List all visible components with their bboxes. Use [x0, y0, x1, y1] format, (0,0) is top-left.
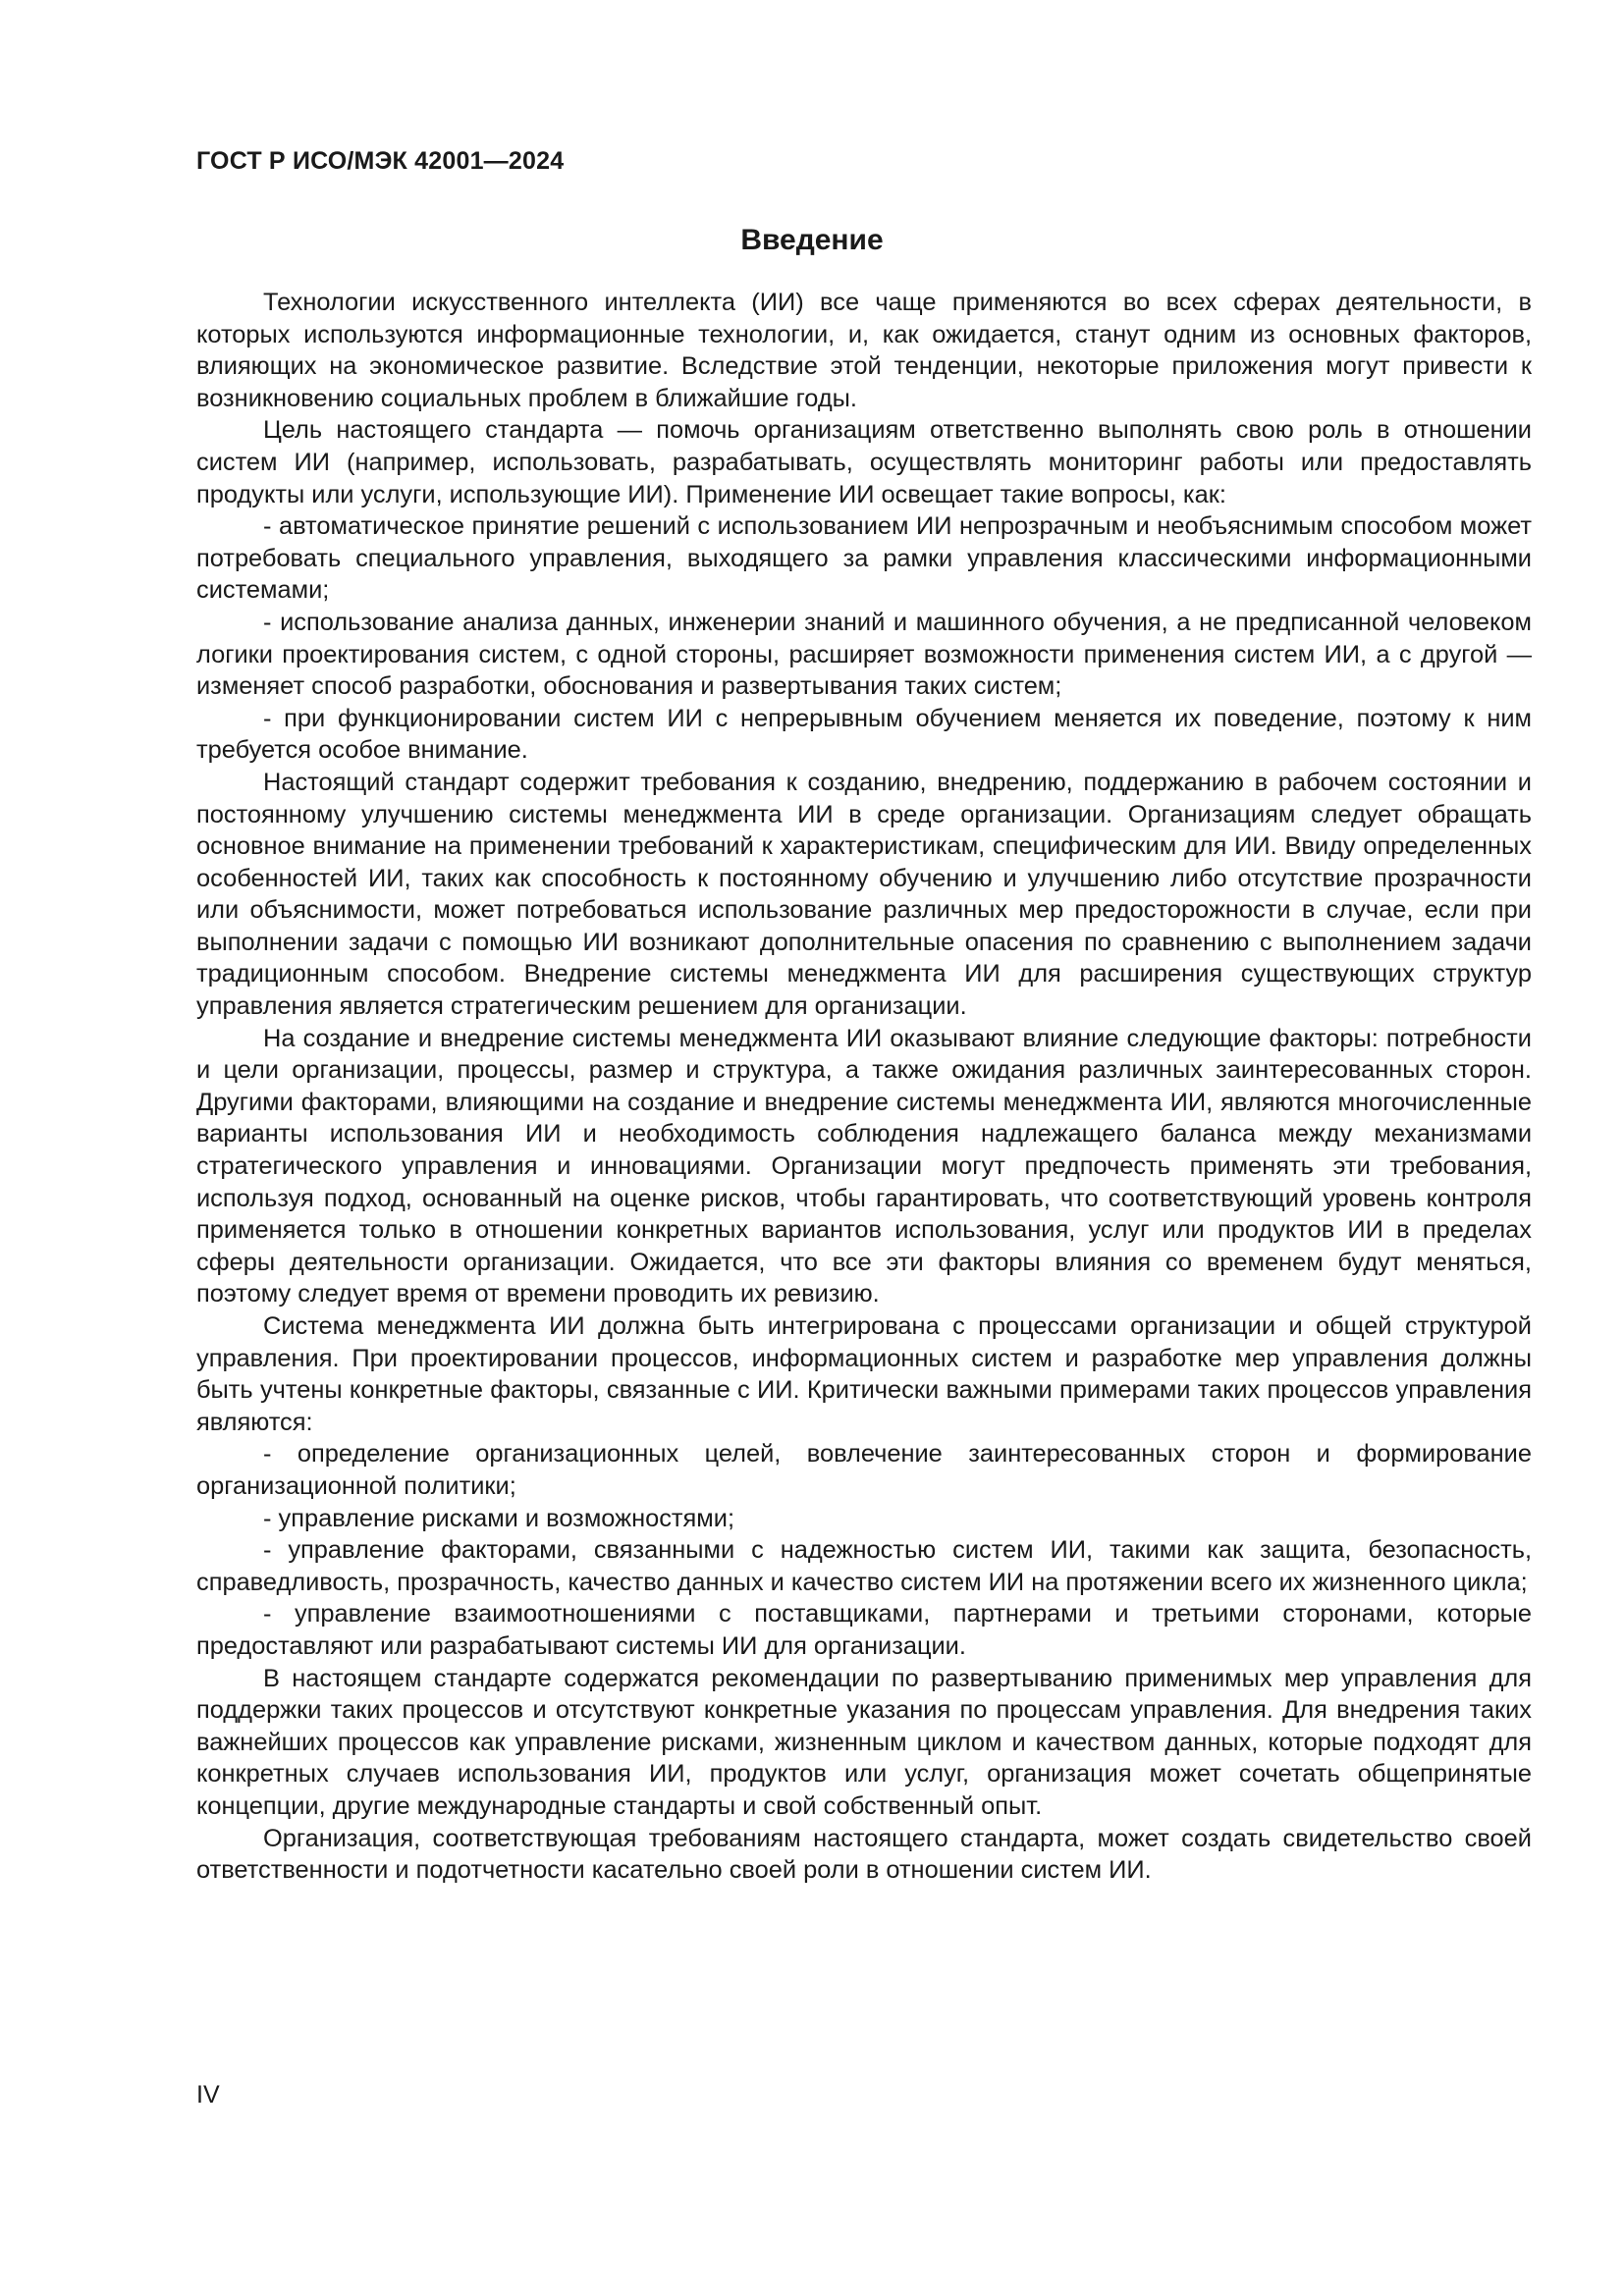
list-item: - управление рисками и возможностями; [263, 1504, 735, 1532]
list-item: - управление взаимоотношениями с поставщиками, партнерами и третьими сторонами, которые предоставляют или разрабатывают системы ИИ для организации. [196, 1600, 1532, 1660]
document-header: ГОСТ Р ИСО/МЭК 42001—2024 [196, 147, 565, 175]
paragraph: Система менеджмента ИИ должна быть интегрирована с процессами организации и общей структурой управления. При проектировании процессов, информационных систем и разработке мер управления должны быть учтены конкретные факторы, связанные с ИИ. Критически важными примерами таких процессов управления являются: [196, 1312, 1532, 1436]
list-item: - управление факторами, связанными с надежностью систем ИИ, такими как защита, безопасность, справедливость, прозрачность, качество данных и качество систем ИИ на протяжении всего их жизненного цикла; [196, 1536, 1532, 1596]
paragraph: На создание и внедрение системы менеджмента ИИ оказывают влияние следующие факторы: потребности и цели организации, процессы, размер и структура, а также ожидания различных заинтересованных сторон. Другими факторами, влияющими на создание и внедрение системы менеджмента ИИ, являются многочисленные варианты использования ИИ и необходимость соблюдения надлежащего баланса между механизмами стратегического управления и инновациями. Организации могут предпочесть применять эти требования, используя подход, основанный на оценке рисков, чтобы гарантировать, что соответствующий уровень контроля применяется только в отношении конкретных вариантов использования, услуг или продуктов ИИ в пределах сферы деятельности организации. Ожидается, что все эти факторы влияния со временем будут меняться, поэтому следует время от времени проводить их ревизию. [196, 1024, 1532, 1308]
list-item: - использование анализа данных, инженерии знаний и машинного обучения, а не предписанной человеком логики проектирования систем, с одной стороны, расширяет возможности применения систем ИИ, а с другой — изменяет способ разработки, обоснования и развертывания таких систем; [196, 608, 1532, 701]
paragraph: В настоящем стандарте содержатся рекомендации по развертыванию применимых мер управления для поддержки таких процессов и отсутствуют конкретные указания по процессам управления. Для внедрения таких важнейших процессов как управление рисками, жизненным циклом и качеством данных, которые подходят для конкретных случаев использования ИИ, продуктов или услуг, организация может сочетать общепринятые концепции, другие международные стандарты и свой собственный опыт. [196, 1664, 1532, 1820]
paragraph: Технологии искусственного интеллекта (ИИ) все чаще применяются во всех сферах деятельности, в которых используются информационные технологии, и, как ожидается, станут одним из основных факторов, влияющих на экономическое развитие. Вследствие этой тенденции, некоторые приложения могут привести к возникновению социальных проблем в ближайшие годы. [196, 289, 1532, 412]
list-item: - при функционировании систем ИИ с непрерывным обучением меняется их поведение, поэтому к ним требуется особое внимание. [196, 704, 1532, 765]
page-number: IV [196, 2081, 220, 2109]
list-item: - автоматическое принятие решений с использованием ИИ непрозрачным и необъяснимым способом может потребовать специального управления, выходящего за рамки управления классическими информационными системами; [196, 512, 1532, 605]
paragraph: Цель настоящего стандарта — помочь организациям ответственно выполнять свою роль в отношении систем ИИ (например, использовать, разрабатывать, осуществлять мониторинг работы или предоставлять продукты или услуги, использующие ИИ). Применение ИИ освещает такие вопросы, как: [196, 416, 1532, 508]
paragraph: Организация, соответствующая требованиям настоящего стандарта, может создать свидетельство своей ответственности и подотчетности касательно своей роли в отношении систем ИИ. [196, 1824, 1532, 1885]
body-text [196, 287, 1532, 1887]
list-item: - определение организационных целей, вовлечение заинтересованных сторон и формирование организационной политики; [196, 1440, 1532, 1500]
paragraph: Настоящий стандарт содержит требования к созданию, внедрению, поддержанию в рабочем состоянии и постоянному улучшению системы менеджмента ИИ в среде организации. Организациям следует обращать основное внимание на применении требований к характеристикам, специфическим для ИИ. Ввиду определенных особенностей ИИ, таких как способность к постоянному обучению и улучшению либо отсутствие прозрачности или объяснимости, может потребоваться использование различных мер предосторожности в случае, если при выполнении задачи с помощью ИИ возникают дополнительные опасения по сравнению с выполнением задачи традиционным способом. Внедрение системы менеджмента ИИ для расширения существующих структур управления является стратегическим решением для организации. [196, 768, 1532, 1021]
section-title: Введение [740, 224, 884, 256]
